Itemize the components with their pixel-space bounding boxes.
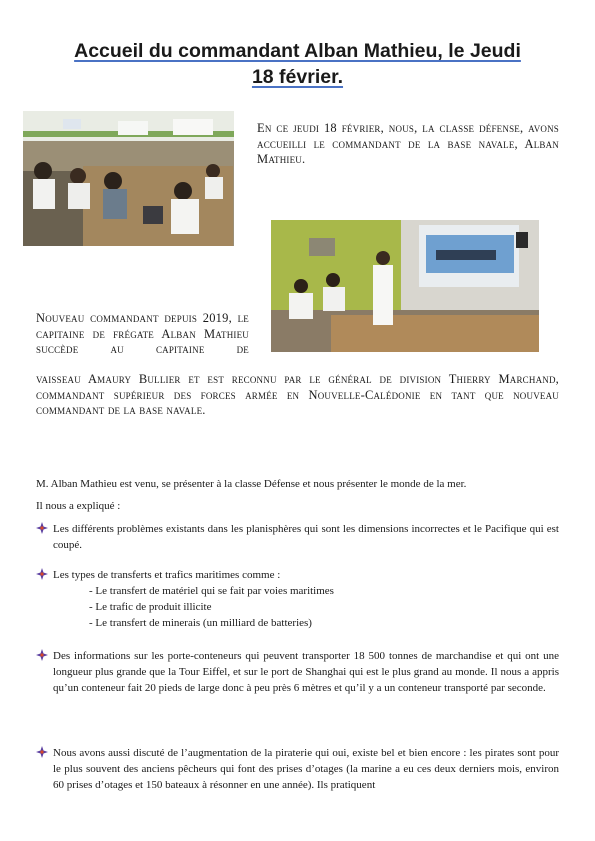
bullet-item xyxy=(36,521,559,553)
page-title xyxy=(30,38,565,90)
commander-paragraph-top: Nouveau commandant depuis 2019, le capitaine de frégate Alban Mathieu succède au capitaine de xyxy=(36,311,249,356)
diamond-bullet-icon xyxy=(36,746,48,758)
sub-item: - Le transfert de minerais (un milliard de batteries) xyxy=(89,617,312,629)
classroom-photo xyxy=(23,111,234,246)
bullet-item xyxy=(36,648,559,696)
title-line-2: 18 février. xyxy=(251,66,344,88)
diamond-bullet-icon xyxy=(36,522,48,534)
bullet-item xyxy=(36,567,559,631)
presentation-photo xyxy=(271,220,539,352)
bullet-text: Nous avons aussi discuté de l’augmentation de la piraterie qui oui, existe bel et bien encore : les pirates sont pour le plus souvent des anciens pêcheurs qui font des prises d’otages (la marine a eu ces deux derniers mois, environ 60 prises d’otages et 150 bateaux à résonner en une année). Ils pratiquent xyxy=(53,747,559,791)
bullet-text: Des informations sur les porte-conteneurs qui peuvent transporter 18 500 tonnes de marchandise et qui ont une longueur plus grande que la Tour Eiffel, et sur le port de Shanghai qui est le plus grand au monde. Il nous a appris qu’un conteneur fait 20 pieds de large donc à peu près 6 mètres et qu’il y a un conteneur transporté par seconde. xyxy=(53,650,559,694)
body-paragraph-1: M. Alban Mathieu est venu, se présenter à la classe Défense et nous présenter le monde de la mer. xyxy=(36,478,467,490)
body-paragraph-2: Il nous a expliqué : xyxy=(36,500,121,512)
diamond-bullet-icon xyxy=(36,649,48,661)
title-line-1: Accueil du commandant Alban Mathieu, le Jeudi xyxy=(74,40,521,62)
bullet-text: Les types de transferts et trafics maritimes comme : xyxy=(53,569,281,581)
sub-item: - Le transfert de matériel qui se fait par voies maritimes xyxy=(89,585,334,597)
commander-paragraph-rest: vaisseau Amaury Bullier et est reconnu par le général de division Thierry Marchand, commandant supérieur des forces armée en Nouvelle-Calédonie en tant que nouveau commandant de la base navale. xyxy=(36,372,559,417)
bullet-text: Les différents problèmes existants dans les planisphères qui sont les dimensions incorrectes et le Pacifique qui est coupé. xyxy=(53,523,559,551)
diamond-bullet-icon xyxy=(36,568,48,580)
bullet-item xyxy=(36,745,559,793)
intro-paragraph: En ce jeudi 18 février, nous, la classe défense, avons accueilli le commandant de la base navale, Alban Mathieu. xyxy=(257,121,559,166)
sub-item: - Le trafic de produit illicite xyxy=(89,601,212,613)
